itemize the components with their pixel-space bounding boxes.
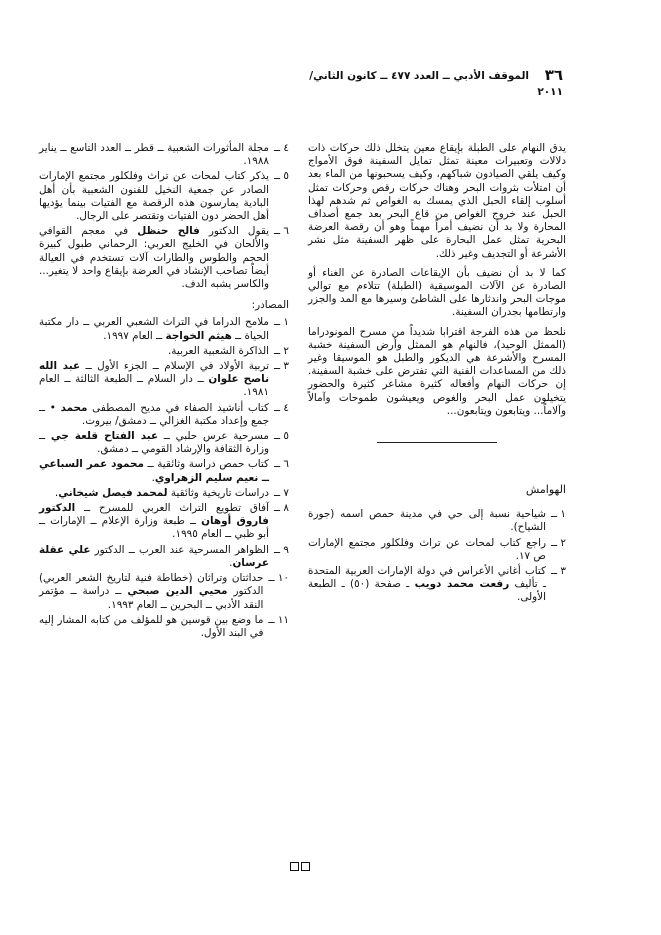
source-text: [39, 458, 269, 484]
body-paragraph: نلحظ من هذه الفرجة اقترابا شديداً من مسرح المونودراما (الممثل الوحيد)، فالنهام هو الممثل وأرض السفينة خشبة المسرح والأشرعة هي الديكور والطبل هو الموسيقا وغير ذلك من المساعدات الفنية التي تفترض على خشبة السفينة. إن حركات النهام وأفعاله كثيرة مشاعر كثيرة والحضور يتخيلون عمل البحر والغوص ويعيشون طموحات وآمالاً وآلاماً... ويتابعون ويتابعون...: [308, 325, 566, 417]
note-item: [39, 225, 289, 291]
source-text-part: .: [54, 486, 59, 499]
footnote-number: ٢ ــ: [551, 536, 566, 549]
note-text-part: في معجم القوافي والألحان في الخليج العربي: الرحماني طبول كبيرة الحجم والطوس والطارات آلات تستخدم في العيالة أيضاً تصاحب الإنشاد في العرضة بإيقاع واحد لا يتغير... والكاسر يشبه الدف.: [39, 225, 269, 291]
source-item: [39, 502, 289, 542]
author-name: محيي الدين صبحي: [127, 585, 228, 598]
source-number: ٦ ــ: [274, 458, 289, 471]
author-name: فالح حنظل: [137, 225, 200, 238]
double-square-icon: [290, 862, 310, 871]
note-text-part: يقول الدكتور: [199, 225, 269, 238]
source-item: [39, 402, 289, 428]
source-item: [39, 458, 289, 484]
source-item: [39, 345, 289, 358]
source-text-part: الظواهر المسرحية عند العرب ــ الدكتور: [90, 543, 269, 556]
footnote-item: [308, 537, 566, 563]
square-icon: [301, 862, 310, 871]
source-text-part: دراسات تاريخية وثائقية: [167, 486, 269, 499]
source-text: [39, 402, 269, 428]
source-number: ٧ ــ: [274, 486, 289, 499]
source-text-part: مسرحية عرس حلبي ــ: [158, 430, 269, 443]
source-number: ٩ ــ: [274, 543, 289, 556]
journal-issue-line: الموقف الأدبي ــ العدد ٤٧٧ ــ كانون الثاني/: [309, 70, 529, 82]
source-text-part: تربية الأولاد في الإسلام ــ الجزء الأول ــ: [80, 360, 269, 373]
footnote-text: راجع كتاب لمحات عن تراث وفلكلور مجتمع الإمارات ص ١٧.: [308, 536, 546, 562]
source-text-part: ــ طبعة وزارة الإعلام ــ الإمارات ــ أبو ظبي ــ العام ١٩٩٥.: [39, 515, 269, 541]
footnote-number: ٣ ــ: [551, 565, 566, 578]
sources-title: المصادر:: [251, 299, 289, 312]
author-name: محمد: [60, 401, 88, 414]
source-text: الذاكرة الشعبية العربية.: [168, 344, 269, 357]
footnote-text-part: كتاب أغاني الأعراس في دولة الإمارات العربية المتحدة ـ تأليف: [308, 565, 547, 591]
source-text: [39, 572, 263, 612]
left-column: [39, 142, 289, 642]
source-text: ما وضع بين قوسين هو للمؤلف من كتابه المشار إليه في البند الأول.: [39, 613, 264, 639]
source-number: ٨ ــ: [274, 502, 289, 515]
source-text-part: • ــ جمع وإعداد مكتبة الغزالي ــ دمشق/ بيروت.: [39, 401, 269, 427]
journal-year: ٢٠١١: [537, 86, 563, 98]
author-name: عبد الله ناصح علوان: [39, 360, 269, 386]
footnote-text: شياحية نسبة إلى حي في مدينة حمص اسمه (جورة الشياح).: [308, 508, 546, 534]
note-item: [39, 142, 289, 168]
footnote-text: [308, 565, 546, 605]
note-text: يذكر كتاب لمحات عن تراث وفلكلور مجتمع الإمارات الصادر عن جمعية النخيل للفنون الشعبية بأن أهل البادية يمارسون هذه الرقصة مع الفتيات بينما يؤديها أهل الحضر دون الفتيات وتقتصر على الرجال.: [39, 170, 269, 223]
source-item: [39, 614, 289, 640]
author-name: رفعت محمد دويب: [414, 578, 510, 591]
footnotes-title: الهوامش: [525, 483, 566, 497]
source-number: ١ ــ: [274, 316, 289, 329]
author-name: هيثم الخواجة: [165, 329, 232, 342]
author-name: الدكتور فاروق أوهان: [39, 502, 269, 528]
section-divider: [377, 442, 497, 443]
source-text-part: ــ العام ١٩٩٧.: [103, 329, 166, 342]
source-number: ١١ ــ: [268, 613, 289, 626]
source-text-part: ــ دار السلام ــ الطبعة الثالثة ــ العام ١٩٨١.: [39, 373, 269, 399]
source-text: [39, 487, 269, 500]
note-item: [39, 170, 289, 223]
source-text-part: ــ دراسة ــ مؤتمر النقد الأدبي ــ البحرين ــ العام ١٩٩٣.: [39, 585, 264, 611]
note-number: ٥ ــ: [274, 170, 289, 183]
source-item: [39, 487, 289, 500]
source-text-part: حداثتان وتراثان (خطاطة فنية لتاريخ الشعر العربي) الدكتور: [39, 572, 264, 598]
page-number: ٣٦: [544, 66, 563, 84]
footnote-item: [308, 508, 566, 534]
note-number: ٤ ــ: [274, 142, 289, 154]
footnote-number: ١ ــ: [551, 508, 566, 521]
note-text: [39, 225, 269, 291]
right-column: [308, 142, 566, 607]
source-text: [39, 360, 269, 400]
source-text-part: كتاب حمص دراسة وثائقية ــ: [143, 458, 270, 471]
source-item: [39, 544, 289, 570]
source-number: ٢ ــ: [274, 344, 289, 357]
source-item: [39, 316, 289, 342]
source-number: ٣ ــ: [274, 360, 289, 373]
source-number: ١٠ ــ: [268, 572, 289, 585]
source-text-part: ــ وزارة الثقافة والإرشاد القومي ــ دمشق.: [39, 430, 269, 456]
source-text-part: ملامح الدراما في التراث الشعبي العربي ــ دار مكتبة الحياة ــ: [39, 316, 269, 342]
source-item: [39, 430, 289, 456]
source-item: [39, 360, 289, 400]
footnote-item: [308, 565, 566, 605]
source-number: ٤ ــ: [274, 401, 289, 414]
source-text: [39, 502, 269, 542]
footnote-text-part: ـ صفحة (٥٠) ـ الطبعة الأولى.: [308, 578, 546, 604]
source-text-part: كتاب أناشيد الصفاء في مديح المصطفى: [87, 401, 269, 414]
body-paragraph: يدق النهام على الطبلة بإيقاع معين يتخلل ذلك حركات ذات دلالات وتعبيرات معينة تمثل تمايل السفينة فوق الأمواج وكيف يلقي الصيادون شباكهم، وكيف يسحبونها من الماء بعد أن امتلأت بثروات البحر وهناك حركات رقص وحركات تمثل أسلوب إلقاء الحبل الذي يمسك به الغواص ثم شدهم لهذا الحبل عند خروج الغواص من قاع البحر بعد جمع أصداف المحارة ولا بد أن نضيف أمراً مهماً وهو أن رقصة العرضة البحرية تمثل عمل البحارة على ظهر السفينة مثل نشر الأشرعة أو التجديف وغير ذلك.: [308, 142, 566, 260]
note-number: ٦ ــ: [274, 225, 289, 238]
author-name: لمحمد فيصل شيخاني: [58, 486, 168, 499]
square-icon: [290, 862, 299, 871]
source-number: ٥ ــ: [274, 430, 289, 443]
body-paragraph: كما لا بد أن نضيف بأن الإيقاعات الصادرة عن الغناء أو الصادرة عن الآلات الموسيقية (الطبلة) تتلاءم مع توالي موجات البحر واندثارها على الشاطئ وسيرها مع المد والجزر وارتطامها بجدران السفينة.: [308, 266, 566, 319]
author-name: علي عقلة عرسان: [39, 543, 269, 569]
author-name: محمود عمر السباعي ــ نعيم سليم الزهراوي: [39, 458, 269, 484]
source-text: [39, 430, 269, 456]
note-text: مجلة المأثورات الشعبية ــ قطر ــ العدد التاسع ــ يناير ١٩٨٨.: [39, 142, 269, 168]
source-text-part: .: [229, 556, 233, 569]
source-text: [39, 544, 269, 570]
source-item: [39, 572, 289, 612]
source-text-part: .: [151, 471, 155, 484]
source-text-part: آفاق تطويع التراث العربي للمسرح ــ: [75, 502, 269, 515]
author-name: عبد الفتاح قلعة جي: [50, 430, 159, 443]
source-text: [39, 316, 269, 342]
